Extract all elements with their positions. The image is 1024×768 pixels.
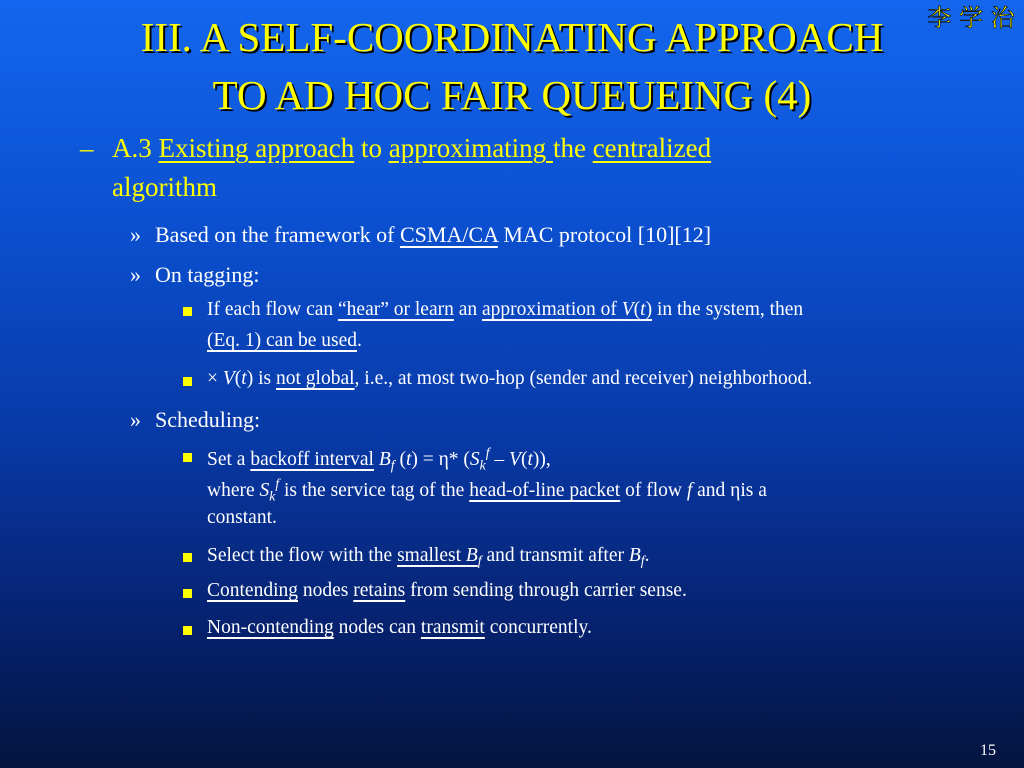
tagging-mark: » [130, 262, 141, 287]
sch3-line: Contending nodes retains from sending through carrier sense. [207, 580, 687, 601]
a3-dash: – [80, 133, 94, 163]
a3-heading-line1: A.3 Existing approach to approximating the centralized [112, 133, 712, 163]
bullet-square [183, 453, 192, 462]
cross-icon: × [207, 368, 223, 389]
link-eq1-can-be-used[interactable]: (Eq. 1) can be used [207, 330, 357, 351]
link-backoff-interval[interactable]: backoff interval [250, 449, 374, 471]
link-not-global[interactable]: not global [275, 368, 355, 389]
bullet-square [183, 626, 192, 635]
svg-text:李 学 治: 李 学 治 [927, 4, 1015, 32]
sch1-line1: Set a backoff interval $B_f$ (t) = η* $(S_k^f - V(t))$, [207, 445, 551, 473]
page-number: 15 [980, 742, 996, 759]
tag1-line1: If each flow can “hear” or learn an approximation of V(t) in the system, then [207, 299, 804, 320]
bullet-square [183, 307, 192, 316]
sch1-line2: where $S_k^f$ is the service tag of the head-of-line packet of flow f and ηis a [207, 476, 767, 504]
link-hear-or-learn[interactable]: “hear” or learn [338, 299, 454, 320]
link-transmit[interactable]: transmit [420, 617, 485, 638]
based-mark: » [130, 222, 141, 247]
tag1-line2: (Eq. 1) can be used. [207, 330, 362, 351]
link-non-contending[interactable]: Non-contending [207, 617, 334, 638]
link-smallest-bf[interactable]: smallest $B_f$ [397, 545, 482, 569]
a3-heading-line2: algorithm [112, 172, 217, 202]
bullet-square [183, 377, 192, 386]
link-retains[interactable]: retains [353, 580, 406, 601]
based-text: Based on the framework of CSMA/CA MAC protocol [10][12] [155, 222, 712, 247]
bullet-square [183, 553, 192, 562]
scheduling-mark: » [130, 407, 141, 432]
tag2-line: × V(t) is not global, i.e., at most two-hop (sender and receiver) neighborhood. [207, 368, 813, 389]
link-existing-approach[interactable]: Existing approach [158, 133, 355, 163]
link-approximating[interactable]: approximating [388, 133, 553, 163]
sch4-line: Non-contending nodes can transmit concurrently. [207, 617, 592, 638]
sch1-line3: constant. [207, 507, 277, 528]
slide-title-line-2: TO AD HOC FAIR QUEUEING (4) [212, 72, 812, 118]
slide-title-line-1: III. A SELF-COORDINATING APPROACH [140, 14, 884, 60]
sch2-line: Select the flow with the smallest $B_f$ and transmit after $B_f$. [207, 545, 650, 569]
author-logo [926, 0, 1016, 34]
link-approximation-of-vt[interactable]: approximation of V(t) [482, 299, 653, 320]
slide-title [0, 8, 1024, 124]
link-centralized[interactable]: centralized [592, 133, 712, 163]
tagging-heading: On tagging: [155, 262, 260, 287]
link-contending[interactable]: Contending [207, 580, 298, 601]
link-csma-ca[interactable]: CSMA/CA [399, 222, 498, 247]
link-head-of-line-packet[interactable]: head-of-line packet [469, 480, 621, 502]
scheduling-heading: Scheduling: [155, 407, 261, 432]
bullet-square [183, 589, 192, 598]
